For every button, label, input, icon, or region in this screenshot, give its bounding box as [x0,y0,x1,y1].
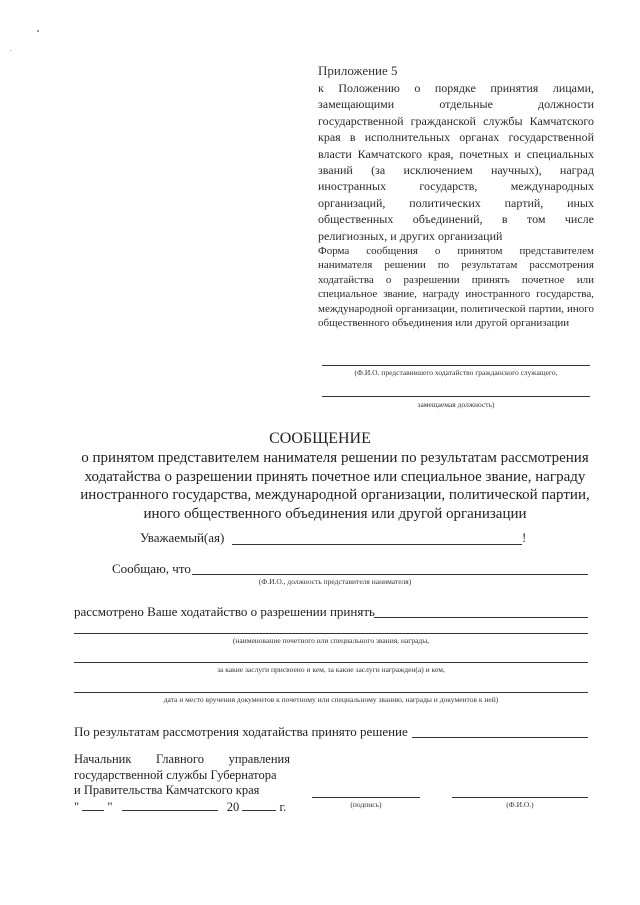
inform-caption: (Ф.И.О., должность представителя нанимателя) [258,577,412,586]
award-caption-title: (наименование почетного или специального звания, награды, [232,636,430,645]
signatory-line-3: и Правительства Камчатского края [74,783,260,798]
inform-name-field[interactable] [192,574,588,575]
signatory-line-2: государственной службы Губернатора [74,767,277,782]
appendix-text: к Положению о порядке принятия лицами, замещающими отдельные должности государственной гражданской службы Камчатского края в исполнительных органах государственной власти Камчатского края, почетных и специальных званий (за исключением научных), наград иностранных государств, международных организаций, политических партий, иных общественных объединений, в том числе религиозных, и других организаций [318,81,594,243]
signatory-block [74,752,290,799]
date-row [74,800,286,815]
award-line-4[interactable] [74,692,588,693]
addressee-line-1[interactable] [322,365,590,366]
date-day-field[interactable] [82,810,104,811]
signature-caption: (подпись) [350,800,382,809]
scan-speck [37,30,39,32]
date-year-suffix: г. [279,800,287,814]
date-month-field[interactable] [122,810,218,811]
greeting-exclamation: ! [522,530,527,545]
signatory-word-2: Главного [156,752,204,766]
decision-label: По результатам рассмотрения ходатайства принято решение [74,724,408,739]
signature-field[interactable] [312,797,420,798]
greeting-label: Уважаемый(ая) [140,530,225,545]
addressee-caption-1: (Ф.И.О. представившего ходатайство гражданского служащего, [354,368,558,377]
date-quote-open: " [74,800,80,814]
award-caption-merit: за какие заслуги присвоено и кем, за какие заслуги награжден(а) и кем, [217,665,445,674]
scan-speck [10,50,11,51]
award-line-3[interactable] [74,662,588,663]
date-year-field[interactable] [242,810,276,811]
award-caption-date: дата и место вручения документов к почетному или специальному званию, награды и документов к ней) [163,695,499,704]
signatory-word-1: Начальник [74,752,132,766]
signatory-name-field[interactable] [452,797,588,798]
addressee-line-2[interactable] [322,396,590,397]
greeting-name-field[interactable] [232,544,522,545]
form-note: Форма сообщения о принятом представителем нанимателя решении по результатам рассмотрения ходатайства о разрешении принять почетное или специальное звание, награду иностранного государства, международной организации, политической партии, иного общественного объединения или другой организации [318,245,594,330]
signatory-name-caption: (Ф.И.О.) [506,800,534,809]
award-field[interactable] [374,617,588,618]
document-subheading: о принятом представителем нанимателя решении по результатам рассмотрения ходатайства о разрешении принять почетное или специальное звание, награду иностранного государства, международной организации, политической партии, иного общественного объединения или другой организации [80,450,590,522]
award-line-2[interactable] [74,633,588,634]
date-year-prefix: 20 [226,800,240,814]
signatory-word-3: управления [228,752,290,766]
document-heading: СООБЩЕНИЕ [269,430,371,447]
addressee-caption-2: замещаемая должность) [417,400,495,409]
decision-field[interactable] [412,737,588,738]
considered-label: рассмотрено Ваше ходатайство о разрешении принять [74,604,375,619]
inform-label: Сообщаю, что [112,561,191,576]
date-quote-close: " [107,800,113,814]
appendix-title: Приложение 5 [318,63,398,78]
